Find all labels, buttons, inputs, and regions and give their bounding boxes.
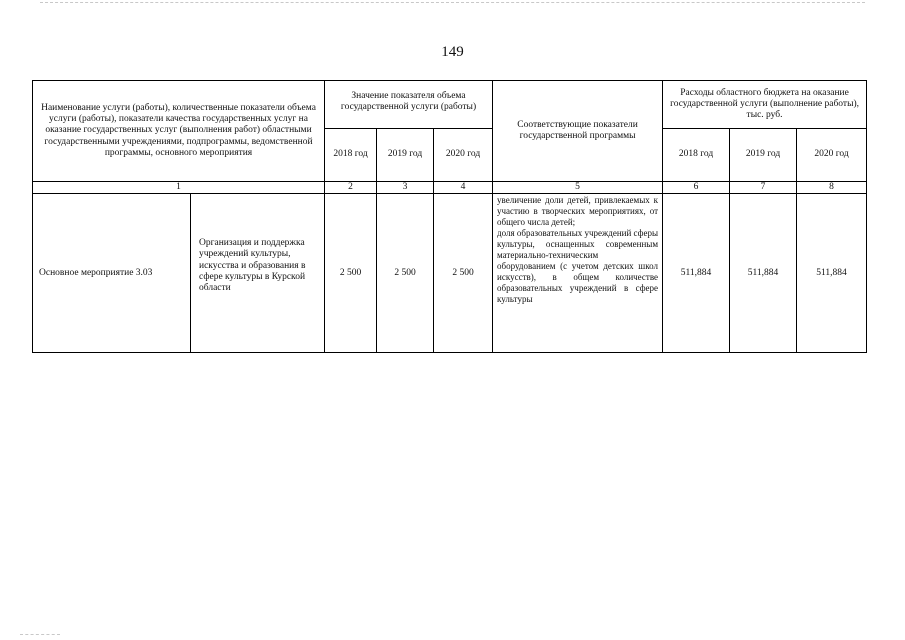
header-program-indicators [493, 81, 663, 182]
row-expense-2019: 511,884 [730, 194, 797, 353]
row-volume-2019: 2 500 [377, 194, 434, 353]
column-number-3: 3 [377, 182, 434, 194]
row-service-name: Организация и поддержка учреждений культуры, искусства и образования в сфере культуры в Курской области [191, 194, 325, 353]
row-event-name: Основное мероприятие 3.03 [33, 194, 191, 353]
header-row-top [33, 81, 867, 129]
budget-table [32, 80, 867, 353]
header-expense-year-2020: 2020 год [797, 129, 867, 182]
header-volume-year-2019: 2019 год [377, 129, 434, 182]
column-number-2: 2 [325, 182, 377, 194]
column-number-5: 5 [493, 182, 663, 194]
header-expenses-group [663, 81, 867, 129]
row-program-indicators [493, 194, 663, 353]
page-number: 149 [441, 44, 464, 60]
header-volume-group-text: Значение показателя объема государственной услуги (работы) [340, 91, 477, 113]
header-expense-year-2019: 2019 год [730, 129, 797, 182]
table-row [33, 194, 867, 353]
row-program-indicators-text: увеличение доли детей, привлекаемых к участию в творческих мероприятиях, от общего числа детей; доля образовательных учреждений сферы культуры, оснащенных современным материально-техническим оборудованием (с учетом детских школ искусств), в общем количестве образовательных учреждений в сфере культуры [497, 195, 659, 305]
scan-edge-bottom [20, 634, 60, 636]
header-volume-year-2020: 2020 год [434, 129, 493, 182]
header-expenses-group-text: Расходы областного бюджета на оказание государственной услуги (выполнение работы), тыс. руб. [670, 87, 859, 121]
header-service-name [33, 81, 325, 182]
row-volume-2020: 2 500 [434, 194, 493, 353]
row-expense-2018: 511,884 [663, 194, 730, 353]
row-volume-2018: 2 500 [325, 194, 377, 353]
header-volume-year-2018: 2018 год [325, 129, 377, 182]
column-number-row [33, 182, 867, 194]
column-number-6: 6 [663, 182, 730, 194]
column-number-7: 7 [730, 182, 797, 194]
header-volume-group [325, 81, 493, 129]
header-program-indicators-text: Соответствующие показатели государственной программы [517, 119, 638, 141]
header-service-name-text: Наименование услуги (работы), количественные показатели объема услуги (работы), показатели качества государственных услуг на оказание государственных услуг (выполнения работ) областными государственными учреждениями, подпрограммы, ведомственной программы, основного мероприятия [41, 102, 316, 158]
column-number-1: 1 [33, 182, 325, 194]
column-number-4: 4 [434, 182, 493, 194]
column-number-8: 8 [797, 182, 867, 194]
row-expense-2020: 511,884 [797, 194, 867, 353]
header-expense-year-2018: 2018 год [663, 129, 730, 182]
scan-edge-top [40, 2, 865, 4]
